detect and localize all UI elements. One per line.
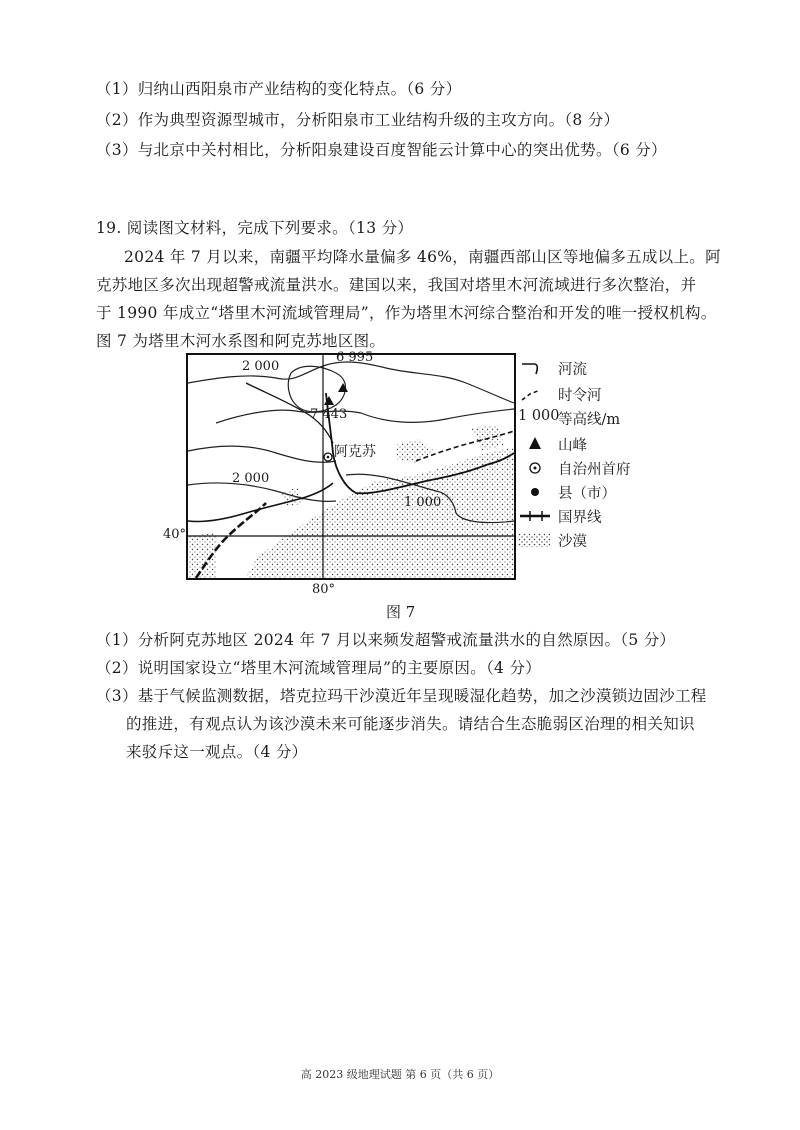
q19-sub-question-3-line-2: 的推进，有观点认为该沙漠未来可能逐步消失。请结合生态脆弱区治理的相关知识 <box>126 715 695 733</box>
county-icon <box>528 485 542 499</box>
q19-sub-question-3-line-1: （3）基于气候监测数据，塔克拉玛干沙漠近年呈现暖湿化趋势，加之沙漠锁边固沙工程 <box>96 687 707 705</box>
peak-label-6995: 6 995 <box>336 350 374 365</box>
river-icon <box>520 360 544 376</box>
legend-seasonal-river-label: 时令河 <box>558 388 602 404</box>
q19-material-line-3: 于 1990 年成立“塔里木河流域管理局”，作为塔里木河综合整治和开发的唯一授权机构。 <box>96 304 717 322</box>
peak-icon <box>528 436 542 450</box>
prev-question-1: （1）归纳山西阳泉市产业结构的变化特点。（6 分） <box>96 80 462 98</box>
legend-peak-label: 山峰 <box>558 438 587 454</box>
figure-caption: 图 7 <box>386 603 416 621</box>
legend-county-label: 县（市） <box>558 486 616 502</box>
q19-sub-question-3-line-3: 来驳斥这一观点。（4 分） <box>126 743 308 761</box>
tarim-river-map <box>186 350 516 580</box>
latitude-label: 40° <box>163 527 187 542</box>
legend-contour-label: 等高线/m <box>558 412 621 428</box>
legend-river-label: 河流 <box>558 362 587 378</box>
q19-heading: 19. 阅读图文材料，完成下列要求。（13 分） <box>96 219 414 237</box>
city-label-aksu: 阿克苏 <box>334 444 376 460</box>
border-icon <box>518 509 552 523</box>
prev-question-2: （2）作为典型资源型城市，分析阳泉市工业结构升级的主攻方向。（8 分） <box>96 111 620 129</box>
contour-label-2000-top: 2 000 <box>242 359 280 374</box>
contour-label-1000: 1 000 <box>404 495 442 510</box>
contour-label-2000-left: 2 000 <box>232 471 270 486</box>
page-footer: 高 2023 级地理试题 第 6 页（共 6 页） <box>300 1068 500 1081</box>
legend-border-label: 国界线 <box>558 510 602 526</box>
q19-sub-question-2: （2）说明国家设立“塔里木河流域管理局”的主要原因。（4 分） <box>96 659 542 677</box>
contour-icon: 1 000 <box>518 408 560 424</box>
seasonal-river-icon <box>520 386 548 402</box>
prefecture-capital-icon <box>528 461 542 475</box>
desert-icon <box>518 533 550 547</box>
q19-material-line-1: 2024 年 7 月以来，南疆平均降水量偏多 46%，南疆西部山区等地偏多五成以上。阿 <box>124 248 721 266</box>
legend-desert-label: 沙漠 <box>558 534 587 550</box>
q19-material-line-2: 克苏地区多次出现超警戒流量洪水。建国以来，我国对塔里木河流域进行多次整治，并 <box>96 276 697 294</box>
longitude-label: 80° <box>312 582 336 597</box>
q19-material-line-4: 图 7 为塔里木河水系图和阿克苏地区图。 <box>96 332 386 350</box>
legend-prefecture-capital-label: 自治州首府 <box>558 462 631 478</box>
peak-label-7443: 7 443 <box>310 407 348 422</box>
prev-question-3: （3）与北京中关村相比，分析阳泉建设百度智能云计算中心的突出优势。（6 分） <box>96 141 667 159</box>
q19-sub-question-1: （1）分析阿克苏地区 2024 年 7 月以来频发超警戒流量洪水的自然原因。（5 分） <box>96 631 676 649</box>
